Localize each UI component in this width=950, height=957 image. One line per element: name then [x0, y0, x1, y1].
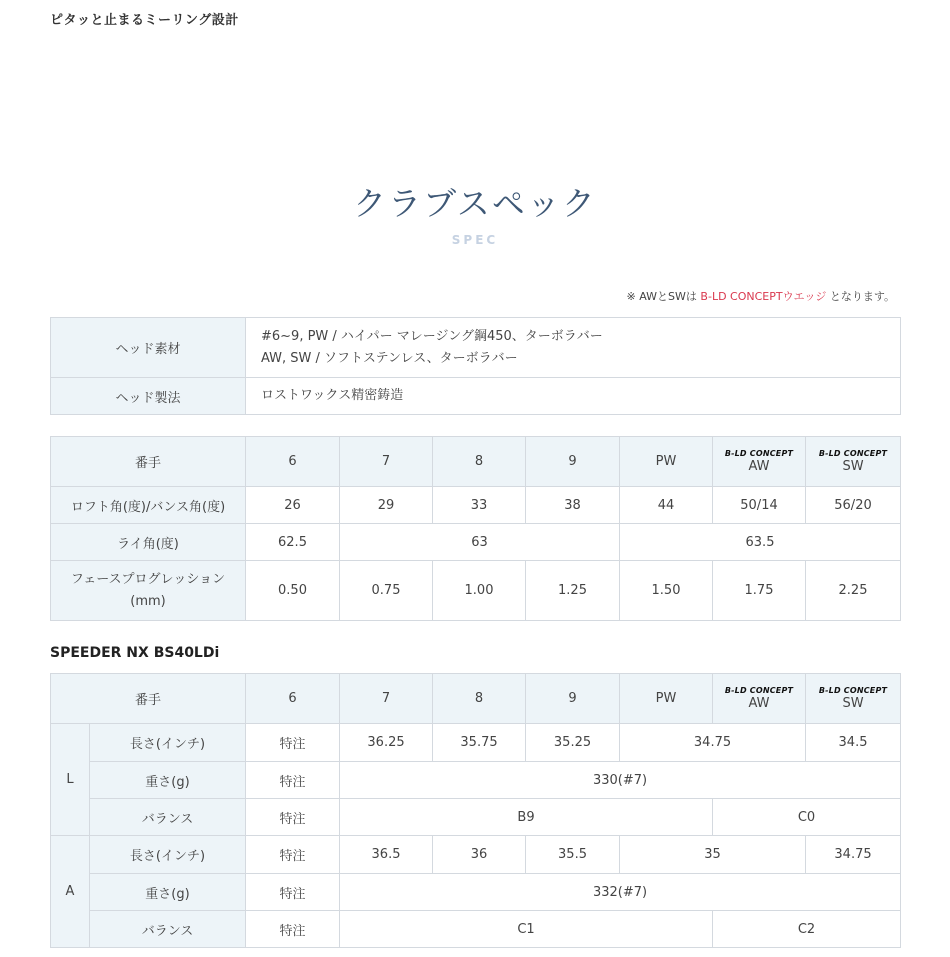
- header-cell: 9: [526, 674, 620, 724]
- table-cell: 332(#7): [340, 874, 901, 911]
- table-cell: 1.75: [713, 561, 806, 621]
- table-cell: 0.50: [246, 561, 340, 621]
- bld-concept-logo: B-LD CONCEPT: [724, 449, 794, 458]
- header-cell: [806, 674, 901, 724]
- table-cell: 特注: [246, 799, 340, 836]
- header-cell: 6: [246, 437, 340, 487]
- table-cell: 330(#7): [340, 762, 901, 799]
- row-label: ロフト角(度)/バンス角(度): [51, 487, 246, 524]
- table-row: [51, 911, 901, 948]
- bld-concept-link[interactable]: B-LD CONCEPTウエッジ: [700, 290, 827, 303]
- header-number: AW: [748, 459, 770, 474]
- table-row: [51, 836, 901, 874]
- table-row: [51, 762, 901, 799]
- header-cell: [713, 674, 806, 724]
- table-cell: 2.25: [806, 561, 901, 621]
- note-prefix: ※ AWとSWは: [626, 290, 701, 303]
- table-cell: 1.50: [620, 561, 713, 621]
- header-cell: 6: [246, 674, 340, 724]
- value-line: AW, SW / ソフトステンレス、ターボラバー: [261, 350, 518, 366]
- table-cell: 36.5: [340, 836, 433, 874]
- table-cell: 特注: [246, 836, 340, 874]
- row-label: ヘッド素材: [51, 318, 246, 378]
- row-label: ヘッド製法: [51, 378, 246, 415]
- table-row: [51, 561, 901, 621]
- row-label: 長さ(インチ): [90, 724, 246, 762]
- header-cell: PW: [620, 674, 713, 724]
- table-cell: C1: [340, 911, 713, 948]
- value-line: #6~9, PW / ハイパー マレージング鋼450、ターボラバー: [261, 328, 603, 344]
- bld-concept-logo: B-LD CONCEPT: [724, 686, 794, 695]
- table-cell: C0: [713, 799, 901, 836]
- header-cell: [806, 437, 901, 487]
- table-row: [51, 874, 901, 911]
- table-cell: 35: [620, 836, 806, 874]
- header-cell: [713, 437, 806, 487]
- row-label-line: (mm): [130, 593, 166, 609]
- bld-concept-logo: B-LD CONCEPT: [818, 449, 888, 458]
- note-suffix: となります。: [826, 290, 895, 303]
- table-cell: 63: [340, 524, 620, 561]
- table-row: [51, 799, 901, 836]
- table-cell: 34.5: [806, 724, 901, 762]
- header-cell: PW: [620, 437, 713, 487]
- table-cell: 56/20: [806, 487, 901, 524]
- header-number: SW: [842, 459, 864, 474]
- table-row: [51, 724, 901, 762]
- table-cell: 36.25: [340, 724, 433, 762]
- value-line: ロストワックス精密鋳造: [261, 388, 404, 403]
- row-label: 重さ(g): [90, 762, 246, 799]
- row-label: 重さ(g): [90, 874, 246, 911]
- header-cell: 7: [340, 674, 433, 724]
- wedge-note: [627, 288, 895, 304]
- table-cell: 26: [246, 487, 340, 524]
- shaft-title: SPEEDER NX BS40LDi: [50, 645, 220, 661]
- table-cell: 1.25: [526, 561, 620, 621]
- table-row: [51, 487, 901, 524]
- table-row: [51, 318, 901, 378]
- table-cell: 34.75: [620, 724, 806, 762]
- table-cell: 35.5: [526, 836, 620, 874]
- header-cell: 8: [433, 437, 526, 487]
- row-label: ライ角(度): [51, 524, 246, 561]
- row-label: バランス: [90, 911, 246, 948]
- table-cell: 33: [433, 487, 526, 524]
- row-label: [51, 561, 246, 621]
- flex-label: A: [51, 836, 90, 948]
- bld-concept-logo: B-LD CONCEPT: [818, 686, 888, 695]
- flex-label: L: [51, 724, 90, 836]
- table-cell: 特注: [246, 874, 340, 911]
- table-cell: 34.75: [806, 836, 901, 874]
- table-row: [51, 378, 901, 415]
- section-title: クラブスペック: [353, 184, 597, 223]
- table-cell: 63.5: [620, 524, 901, 561]
- table-cell: 特注: [246, 724, 340, 762]
- shaft-spec-table: [50, 673, 901, 948]
- head-material-value: [246, 318, 901, 378]
- header-cell: 番手: [51, 674, 246, 724]
- header-cell: 7: [340, 437, 433, 487]
- head-method-value: [246, 378, 901, 415]
- row-label: 長さ(インチ): [90, 836, 246, 874]
- header-cell: 番手: [51, 437, 246, 487]
- table-cell: 62.5: [246, 524, 340, 561]
- table-cell: 1.00: [433, 561, 526, 621]
- table-row: [51, 437, 901, 487]
- header-cell: 8: [433, 674, 526, 724]
- table-row: [51, 674, 901, 724]
- table-row: [51, 524, 901, 561]
- table-cell: 50/14: [713, 487, 806, 524]
- row-label: バランス: [90, 799, 246, 836]
- table-cell: 36: [433, 836, 526, 874]
- table-cell: 特注: [246, 762, 340, 799]
- club-spec-table: [50, 436, 901, 621]
- section-subtitle: SPEC: [451, 233, 499, 247]
- feature-heading: ピタッと止まるミーリング設計: [50, 13, 239, 28]
- row-label-line: フェースプログレッション: [70, 571, 226, 587]
- table-cell: C2: [713, 911, 901, 948]
- header-cell: 9: [526, 437, 620, 487]
- table-cell: 0.75: [340, 561, 433, 621]
- table-cell: 35.75: [433, 724, 526, 762]
- table-cell: 29: [340, 487, 433, 524]
- header-number: SW: [842, 696, 864, 711]
- table-cell: 特注: [246, 911, 340, 948]
- table-cell: B9: [340, 799, 713, 836]
- table-cell: 38: [526, 487, 620, 524]
- head-spec-table: [50, 317, 901, 415]
- table-cell: 44: [620, 487, 713, 524]
- header-number: AW: [748, 696, 770, 711]
- table-cell: 35.25: [526, 724, 620, 762]
